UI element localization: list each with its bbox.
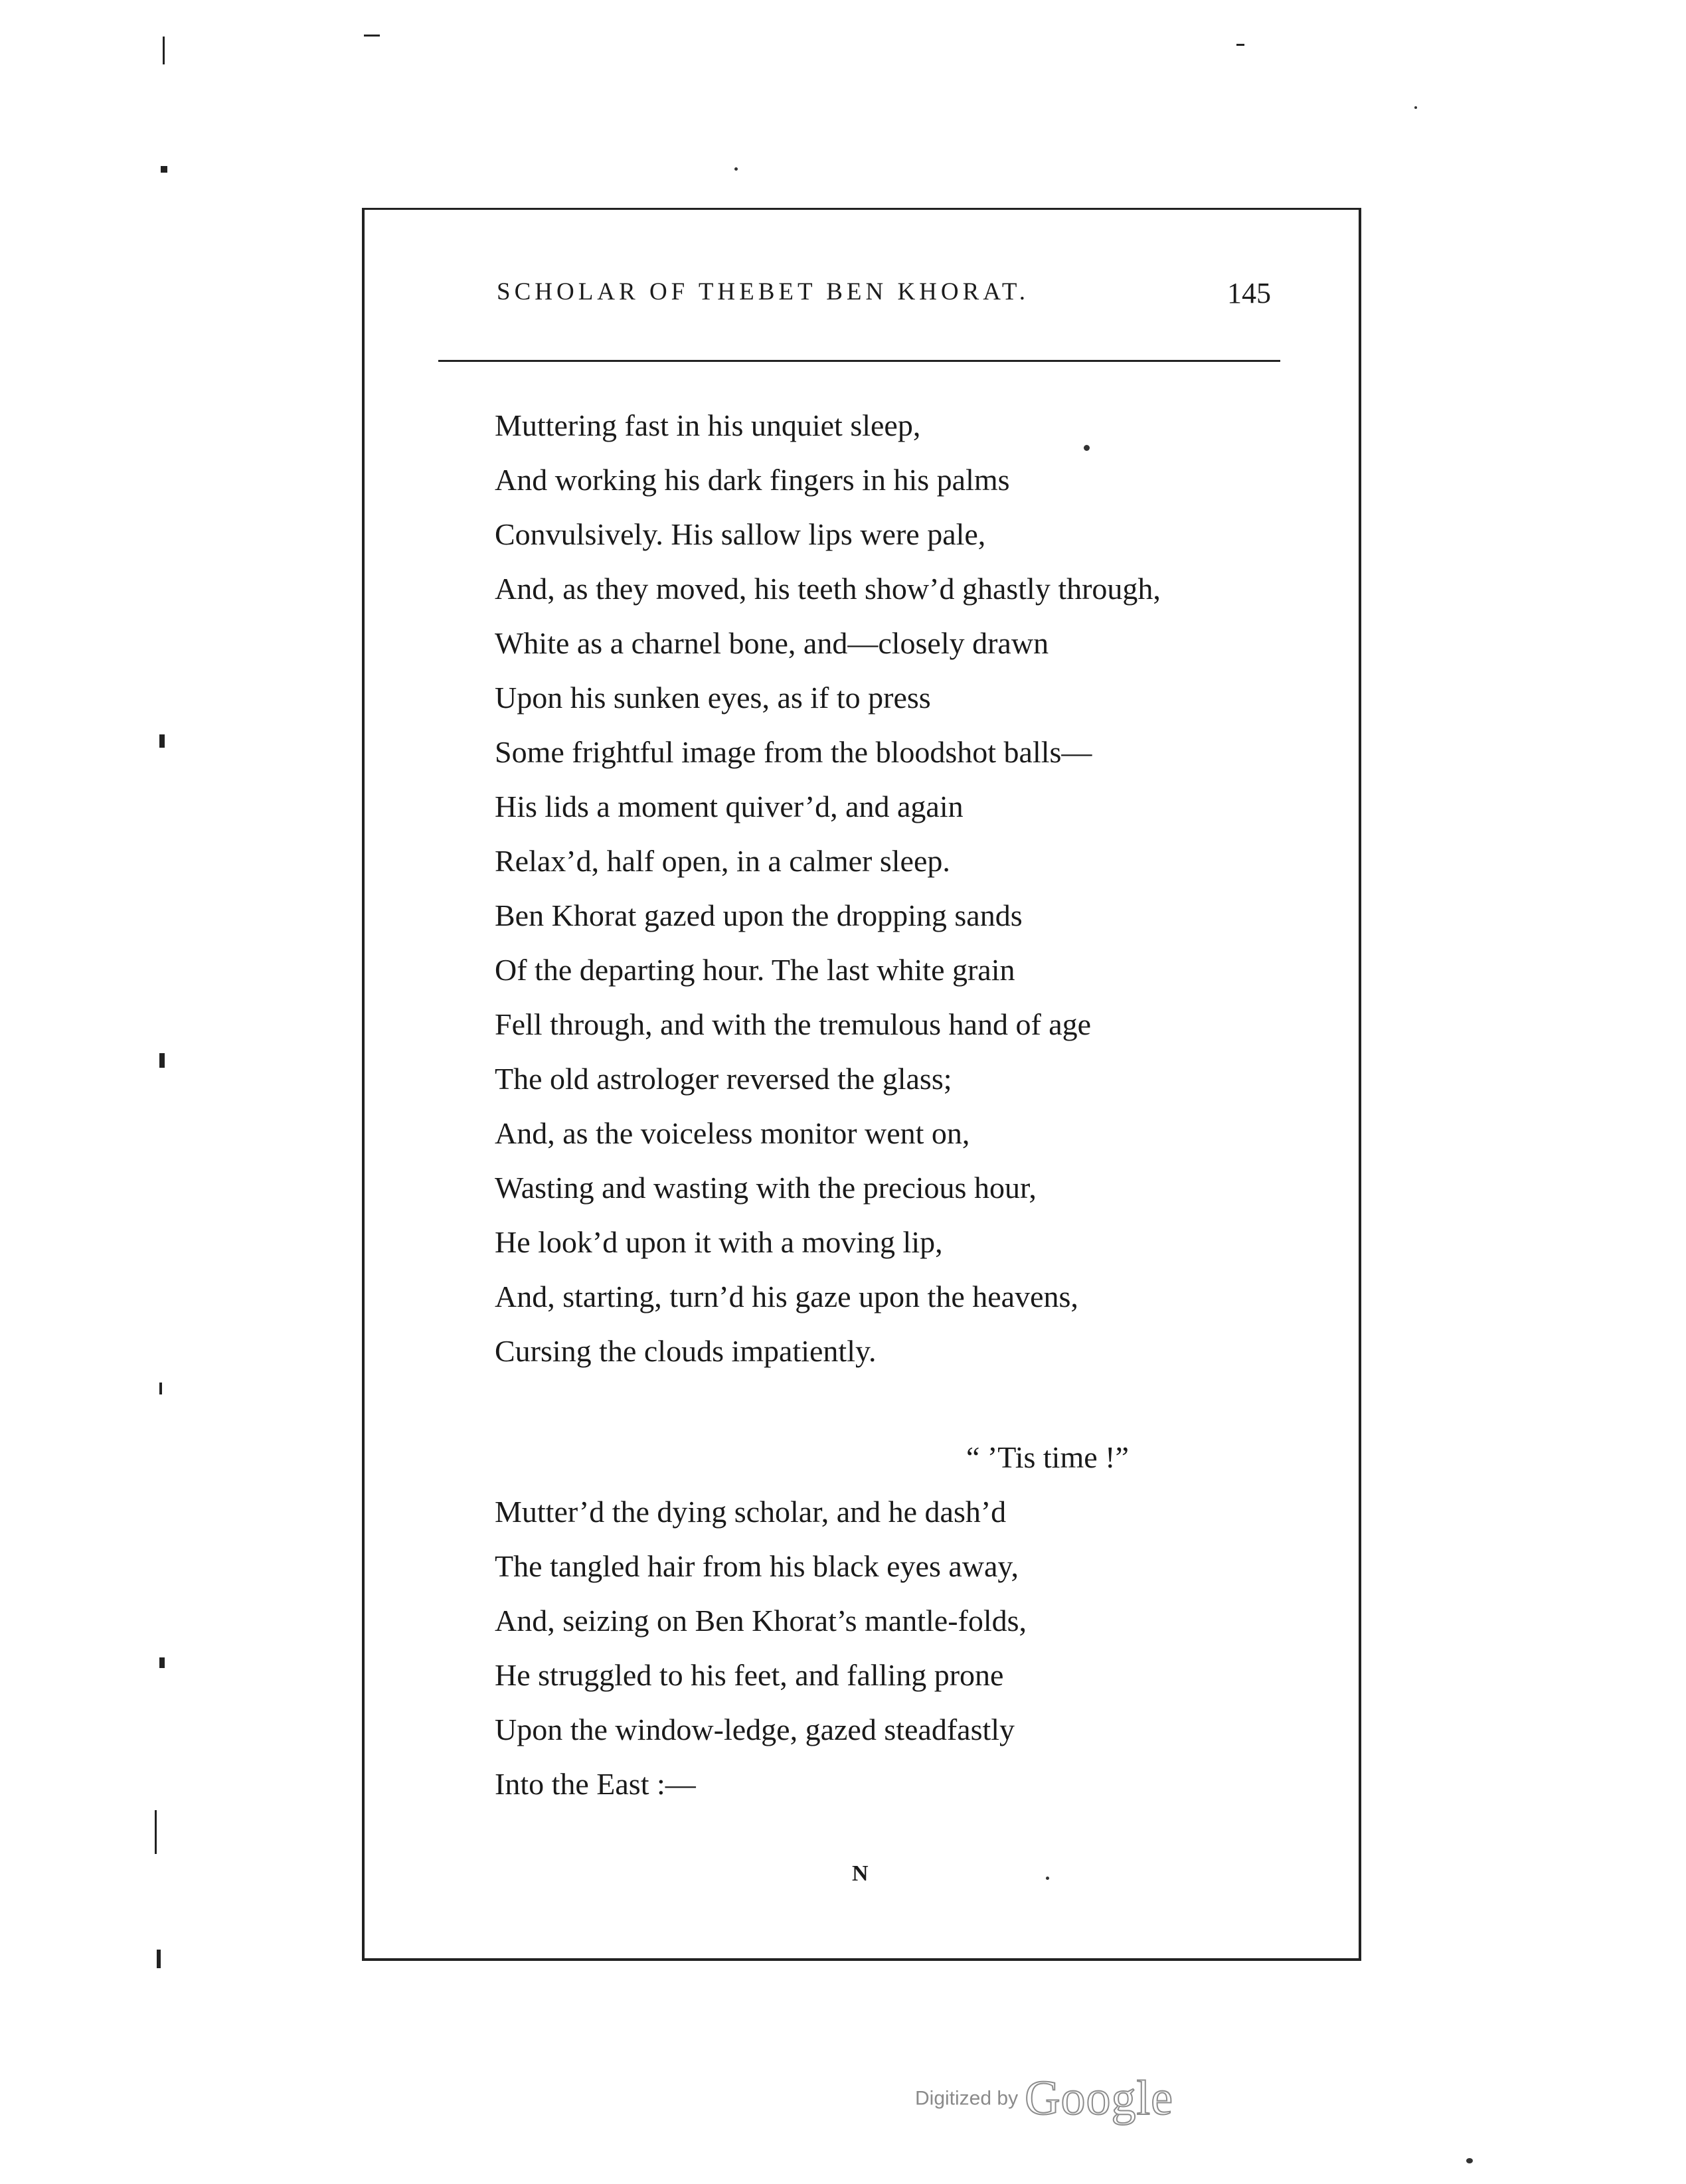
scan-mark bbox=[161, 166, 167, 173]
verse-line: Fell through, and with the tremulous hand of age bbox=[495, 1007, 1092, 1041]
scan-speck bbox=[1084, 445, 1090, 451]
verse-line: Muttering fast in his unquiet sleep, bbox=[495, 408, 921, 442]
verse-line: And, as the voiceless monitor went on, bbox=[495, 1116, 970, 1150]
scan-mark bbox=[1236, 44, 1244, 46]
verse-line: And, starting, turn’d his gaze upon the heavens, bbox=[495, 1280, 1078, 1313]
verse-body bbox=[495, 398, 1318, 1811]
scan-mark bbox=[159, 1657, 165, 1668]
verse-line: Ben Khorat gazed upon the dropping sands bbox=[495, 898, 1023, 932]
scan-mark bbox=[364, 35, 380, 37]
verse-line: Mutter’d the dying scholar, and he dash’d bbox=[495, 1495, 1007, 1529]
scan-mark bbox=[157, 1950, 161, 1968]
google-logo: Google bbox=[1025, 2071, 1173, 2126]
signature-mark: N bbox=[852, 1861, 869, 1886]
scan-mark bbox=[159, 1383, 162, 1394]
header-rule bbox=[438, 360, 1280, 362]
scan-mark bbox=[155, 1810, 157, 1854]
verse-line: He struggled to his feet, and falling prone bbox=[495, 1658, 1004, 1692]
verse-line: His lids a moment quiver’d, and again bbox=[495, 790, 964, 823]
verse-line: And, seizing on Ben Khorat’s mantle-folds, bbox=[495, 1604, 1027, 1638]
verse-exclamation: “ ’Tis time !” bbox=[966, 1440, 1129, 1474]
running-head bbox=[497, 278, 1280, 317]
scan-mark bbox=[159, 734, 165, 748]
scan-speck bbox=[1466, 2158, 1473, 2163]
verse-line: Cursing the clouds impatiently. bbox=[495, 1334, 877, 1368]
scan-speck bbox=[1046, 1877, 1049, 1880]
verse-line: Upon his sunken eyes, as if to press bbox=[495, 681, 931, 714]
digitized-watermark bbox=[915, 2070, 1173, 2127]
verse-line: The old astrologer reversed the glass; bbox=[495, 1062, 952, 1096]
page-number: 145 bbox=[1227, 277, 1271, 309]
verse-line: He look’d upon it with a moving lip, bbox=[495, 1225, 943, 1259]
stanza-gap bbox=[495, 1379, 1318, 1430]
verse-line: The tangled hair from his black eyes away, bbox=[495, 1549, 1019, 1583]
verse-line: Convulsively. His sallow lips were pale, bbox=[495, 517, 986, 551]
scan-mark bbox=[163, 37, 165, 64]
running-title: SCHOLAR OF THEBET BEN KHORAT. bbox=[497, 278, 1030, 305]
verse-line: Upon the window-ledge, gazed steadfastly bbox=[495, 1713, 1015, 1746]
digitized-label: Digitized by bbox=[915, 2087, 1019, 2110]
verse-line: Into the East :— bbox=[495, 1767, 696, 1801]
verse-line: Some frightful image from the bloodshot balls— bbox=[495, 735, 1092, 769]
verse-line: Of the departing hour. The last white grain bbox=[495, 953, 1015, 987]
scan-speck bbox=[734, 167, 738, 171]
verse-line: White as a charnel bone, and—closely drawn bbox=[495, 626, 1049, 660]
scan-speck bbox=[1414, 106, 1417, 109]
scan-mark bbox=[159, 1053, 165, 1068]
verse-line: Relax’d, half open, in a calmer sleep. bbox=[495, 844, 950, 878]
verse-line: Wasting and wasting with the precious hour, bbox=[495, 1171, 1037, 1205]
verse-line: And, as they moved, his teeth show’d ghastly through, bbox=[495, 572, 1161, 606]
verse-line: And working his dark fingers in his palms bbox=[495, 463, 1010, 497]
